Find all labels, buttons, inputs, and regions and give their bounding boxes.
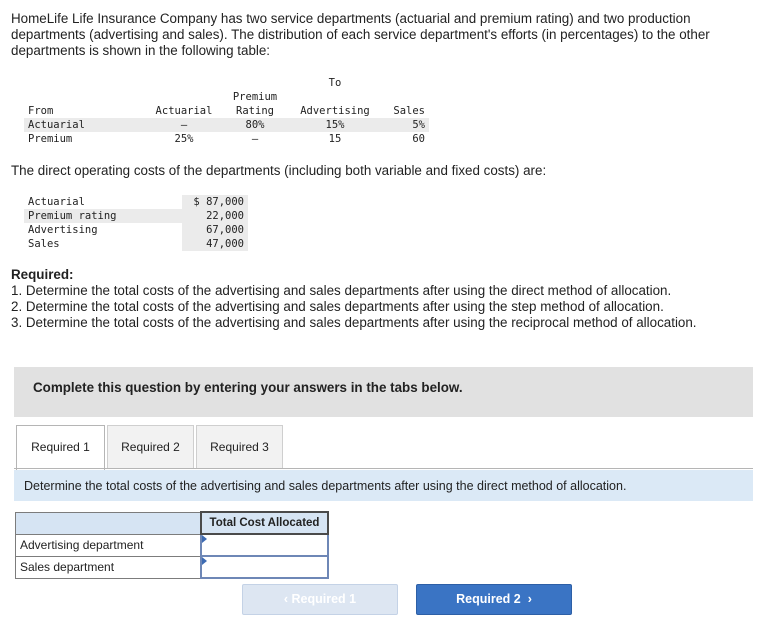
chevron-left-icon: ‹ [283, 592, 292, 606]
row-from: Premium [28, 133, 73, 145]
cell-premium-rating: — [251, 133, 259, 145]
cost-value: $ 87,000 [182, 195, 248, 209]
next-required-button[interactable] [416, 584, 572, 615]
from-label: From [28, 105, 54, 117]
direct-costs-intro: The direct operating costs of the departments (including both variable and fixed costs) are: [11, 163, 547, 178]
cost-value: 22,000 [182, 209, 248, 223]
to-label: To [328, 77, 342, 89]
table-row [24, 209, 248, 223]
required-heading: Required: [11, 267, 74, 282]
cell-actuarial: 25% [174, 133, 194, 145]
table-row [24, 118, 429, 132]
tab-required-2[interactable]: Required 2 [107, 425, 194, 469]
required-section [11, 267, 751, 331]
table-row [16, 534, 329, 556]
chevron-right-icon: › [520, 592, 532, 606]
tab-description-text: Determine the total costs of the advertising and sales departments after using the direct method of allocation. [24, 479, 627, 493]
question-intro: HomeLife Life Insurance Company has two service departments (actuarial and premium rating) and two production departments (advertising and sales). The distribution of each service department's efforts (in percentages) to the other departments is shown in the following table: [11, 11, 710, 58]
prev-required-button[interactable] [242, 584, 398, 615]
advertising-total-cell [201, 534, 328, 556]
cell-marker-icon [202, 535, 207, 543]
answer-header-row [16, 512, 329, 534]
tab-divider [14, 468, 753, 469]
cost-value: 67,000 [182, 223, 248, 237]
distribution-table [24, 76, 429, 146]
header-sales: Sales [393, 105, 425, 117]
cost-dept: Actuarial [24, 195, 182, 209]
tab-required-1[interactable]: Required 1 [16, 425, 105, 470]
answer-column-header: Total Cost Allocated [201, 512, 328, 534]
required-item-1: 1. Determine the total costs of the advertising and sales departments after using the direct method of allocation. [11, 283, 672, 298]
cell-sales: 60 [412, 133, 425, 145]
prev-button-label: Required 1 [291, 592, 357, 606]
table-row [16, 556, 329, 578]
header-premium: Premium [232, 91, 278, 103]
required-item-3: 3. Determine the total costs of the advertising and sales departments after using the reciprocal method of allocation. [11, 315, 697, 330]
header-rating: Rating [236, 105, 274, 117]
table-row [24, 223, 248, 237]
sales-total-cell [201, 556, 328, 578]
instruction-banner [14, 367, 753, 417]
answer-row-label: Advertising department [16, 534, 202, 556]
cell-advertising: 15 [328, 133, 342, 145]
cost-dept: Premium rating [24, 209, 182, 223]
answer-row-label: Sales department [16, 556, 202, 578]
cell-premium-rating: 80% [223, 118, 287, 132]
tab-required-3[interactable]: Required 3 [196, 425, 283, 469]
required-item-2: 2. Determine the total costs of the advertising and sales departments after using the step method of allocation. [11, 299, 664, 314]
row-from: Actuarial [24, 118, 145, 132]
header-actuarial: Actuarial [155, 105, 213, 117]
tab-description [14, 470, 753, 501]
table-row [24, 237, 248, 251]
instruction-text: Complete this question by entering your answers in the tabs below. [33, 380, 463, 395]
cost-value: 47,000 [182, 237, 248, 251]
cell-marker-icon [202, 557, 207, 565]
sales-total-input[interactable] [202, 558, 327, 576]
cell-advertising: 15% [287, 118, 383, 132]
answer-table [15, 511, 329, 579]
next-button-label: Required 2 [456, 592, 521, 606]
table-row [24, 132, 429, 146]
cell-sales: 5% [383, 118, 429, 132]
advertising-total-input[interactable] [202, 536, 327, 554]
cost-dept: Advertising [28, 224, 98, 236]
cost-dept: Sales [28, 238, 60, 250]
cell-actuarial: — [145, 118, 223, 132]
table-row [24, 195, 248, 209]
answer-header-blank [16, 512, 202, 534]
direct-costs-table [24, 195, 248, 251]
header-advertising: Advertising [300, 105, 370, 117]
